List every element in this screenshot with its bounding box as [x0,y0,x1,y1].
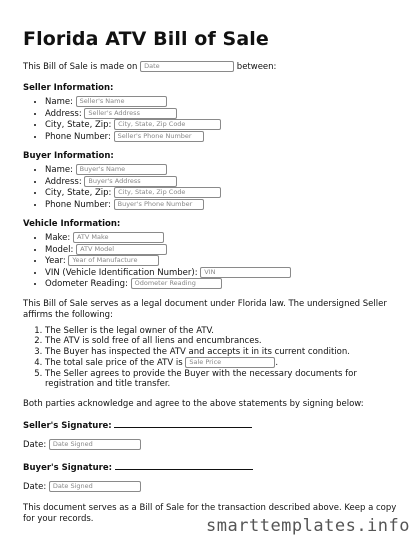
affirmation-4-suffix: . [275,358,279,368]
vehicle-make-item [45,232,408,244]
buyer-name-label: Name: [45,165,73,175]
buyer-signature-line[interactable] [115,461,253,470]
vehicle-year-label: Year: [45,256,66,266]
vehicle-make-label: Make: [45,233,71,243]
seller-signature-label: Seller's Signature: [23,420,112,431]
seller-name-label: Name: [45,97,73,107]
vehicle-year-item [45,255,408,267]
sale-date-field[interactable]: Date [140,61,234,72]
buyer-name-item [45,164,408,176]
seller-address-field[interactable]: Seller's Address [84,108,177,119]
seller-city-field[interactable]: City, State, Zip Code [114,119,221,130]
vehicle-list [23,232,408,290]
affirmation-5: 5. The Seller agrees to provide the Buyer with the necessary documents for registration and title transfer. [45,369,408,390]
affirmation-1: 1. The Seller is the legal owner of the ATV. [45,326,408,337]
buyer-phone-label: Phone Number: [45,199,111,210]
vehicle-year-field[interactable]: Year of Manufacture [68,255,159,266]
vehicle-vin-field[interactable]: VIN [200,267,291,278]
vehicle-odometer-field[interactable]: Odometer Reading [131,278,222,289]
buyer-address-item [45,176,408,188]
seller-city-item [45,119,408,131]
seller-phone-label: Phone Number: [45,131,111,142]
buyer-address-label: Address: [45,176,82,187]
closing-note: This document serves as a Bill of Sale for the transaction described above. Keep a copy for your records. [23,502,397,524]
buyer-signature-row [23,461,408,474]
document-title: Florida ATV Bill of Sale [23,28,269,50]
vehicle-model-item [45,244,408,256]
vehicle-make-field[interactable]: ATV Make [73,232,164,243]
affirmation-4-prefix: The total sale price of the ATV is [45,358,183,368]
buyer-city-field[interactable]: City, State, Zip Code [114,187,221,198]
vehicle-odometer-item [45,278,408,290]
buyer-date-field[interactable]: Date Signed [49,481,141,492]
intro-prefix: This Bill of Sale is made on [23,62,138,72]
seller-signature-row [23,419,408,432]
seller-heading: Seller Information: [23,83,114,93]
buyer-address-field[interactable]: Buyer's Address [84,176,177,187]
seller-name-field[interactable]: Seller's Name [76,96,167,107]
affirmation-4 [45,357,408,369]
seller-phone-field[interactable]: Seller's Phone Number [114,131,204,142]
seller-city-label: City, State, Zip: [45,120,112,130]
buyer-date-row [23,481,408,493]
buyer-name-field[interactable]: Buyer's Name [76,164,167,175]
vehicle-model-label: Model: [45,244,74,255]
affirmation-3: 3. The Buyer has inspected the ATV and accepts it in its current condition. [45,347,408,358]
buyer-phone-item [45,199,408,211]
buyer-signature-label: Buyer's Signature: [23,462,113,473]
affirmation-2: 2. The ATV is sold free of all liens and encumbrances. [45,336,408,347]
seller-date-label: Date: [23,439,47,450]
seller-signature-line[interactable] [114,419,252,428]
buyer-list [23,164,408,210]
seller-date-row [23,439,408,451]
intro-suffix: between: [236,62,277,72]
intro-line [23,61,408,73]
seller-phone-item [45,131,408,143]
buyer-phone-field[interactable]: Buyer's Phone Number [114,199,204,210]
bill-of-sale-document [23,28,408,525]
acknowledgement: Both parties acknowledge and agree to the above statements by signing below: [23,398,364,409]
vehicle-vin-label: VIN (Vehicle Identification Number): [45,267,198,278]
buyer-city-item [45,187,408,199]
seller-name-item [45,96,408,108]
legal-statement: This Bill of Sale serves as a legal document under Florida law. The undersigned Seller affirms the following: [23,298,387,320]
seller-address-label: Address: [45,108,82,119]
vehicle-odometer-label: Odometer Reading: [45,279,128,289]
buyer-date-label: Date: [23,481,47,492]
buyer-city-label: City, State, Zip: [45,188,112,198]
buyer-heading: Buyer Information: [23,151,114,161]
seller-date-field[interactable]: Date Signed [49,439,141,450]
seller-address-item [45,108,408,120]
vehicle-model-field[interactable]: ATV Model [76,244,167,255]
seller-list [23,96,408,142]
watermark: smarttemplates.info [206,516,410,536]
vehicle-heading: Vehicle Information: [23,219,121,229]
affirmations-list [23,326,408,390]
vehicle-vin-item [45,267,408,279]
sale-price-field[interactable]: Sale Price [185,357,275,368]
